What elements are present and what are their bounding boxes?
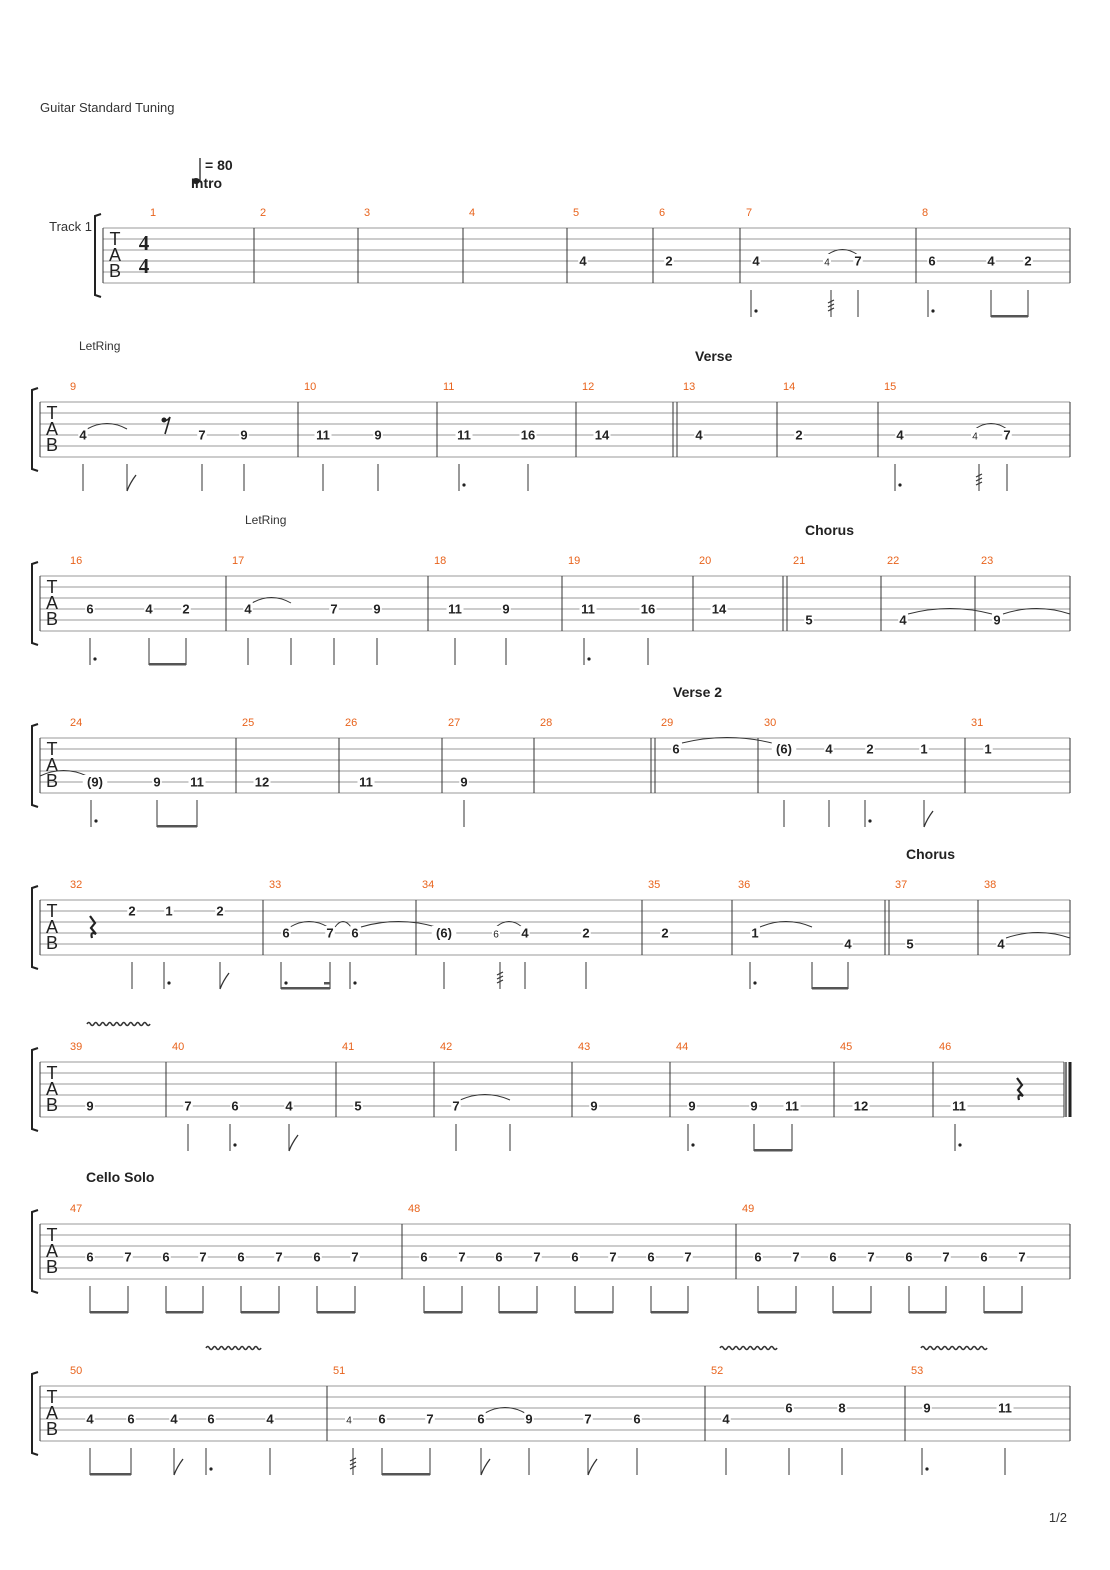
- fret-number: 9: [750, 1098, 758, 1114]
- fret-number: 2: [795, 427, 803, 443]
- fret-number: 9: [502, 601, 510, 617]
- tab-clef-letter: B: [45, 435, 59, 455]
- tab-system: [32, 846, 1070, 990]
- fret-number: 2: [665, 253, 673, 269]
- measure-number: 12: [582, 381, 595, 393]
- measure-number: 20: [699, 555, 712, 567]
- measure-number: 6: [659, 207, 666, 219]
- section-marker: Intro: [191, 175, 223, 191]
- tab-clef-letter: T: [46, 403, 58, 423]
- fret-number: 7: [198, 427, 206, 443]
- fret-number: 7: [124, 1249, 132, 1265]
- tab-system: [32, 684, 1070, 828]
- measure-number: 14: [783, 381, 796, 393]
- beam: [984, 1311, 1022, 1314]
- fret-number: 6: [127, 1411, 135, 1427]
- dot: [925, 1467, 928, 1470]
- fret-number: 2: [661, 925, 669, 941]
- fret-number: 1: [920, 741, 928, 757]
- fret-number: 11: [998, 1400, 1012, 1416]
- measure-number: 17: [232, 555, 245, 567]
- fret-number: 6: [571, 1249, 579, 1265]
- note-flag: [127, 475, 136, 491]
- dot: [93, 657, 96, 660]
- beam: [90, 1473, 131, 1476]
- fret-number: 11: [581, 601, 595, 617]
- measure-number: 32: [70, 879, 83, 891]
- tab-clef-letter: A: [45, 1241, 59, 1261]
- fret-number: 6: [754, 1249, 762, 1265]
- fret-number: 6: [980, 1249, 988, 1265]
- fret-number: 7: [184, 1098, 192, 1114]
- measure-number: 40: [172, 1041, 185, 1053]
- fret-number: 6: [86, 601, 94, 617]
- dot: [94, 819, 97, 822]
- fret-number: 11: [190, 774, 204, 790]
- fret-number: 2: [182, 601, 190, 617]
- tab-clef-letter: T: [109, 229, 121, 249]
- fret-number: 7: [854, 253, 862, 269]
- beam-partial: [324, 982, 330, 985]
- tab-clef-letter: B: [45, 1257, 59, 1277]
- measure-number: 37: [895, 879, 908, 891]
- measure-number: 21: [793, 555, 806, 567]
- page-number: 1/2: [1048, 1510, 1067, 1525]
- measure-number: 9: [70, 381, 77, 393]
- fret-number: 2: [1024, 253, 1032, 269]
- dot: [898, 483, 901, 486]
- measure-number: 46: [939, 1041, 952, 1053]
- fret-number: 4: [824, 257, 830, 269]
- fret-number: 4: [752, 253, 760, 269]
- measure-number: 42: [440, 1041, 453, 1053]
- tab-system: [32, 1023, 1070, 1152]
- fret-number: 9: [373, 601, 381, 617]
- note-flag: [924, 811, 933, 827]
- measure-number: 4: [469, 207, 476, 219]
- tab-clef-letter: T: [46, 1225, 58, 1245]
- section-marker: Chorus: [906, 846, 955, 862]
- dot: [868, 819, 871, 822]
- fret-number: 6: [633, 1411, 641, 1427]
- dot: [931, 309, 934, 312]
- fret-number: 16: [520, 427, 536, 443]
- dot: [587, 657, 590, 660]
- measure-number: 26: [345, 717, 358, 729]
- fret-number: 11: [952, 1098, 966, 1114]
- measure-number: 33: [269, 879, 282, 891]
- fret-number: 7: [1018, 1249, 1026, 1265]
- fret-number: 1: [984, 741, 992, 757]
- fret-number: 6: [785, 1400, 793, 1416]
- dot: [462, 483, 465, 486]
- measure-number: 28: [540, 717, 553, 729]
- fret-number: 7: [199, 1249, 207, 1265]
- fret-number: 6: [420, 1249, 428, 1265]
- system-brace: [32, 724, 38, 807]
- fret-number: 6: [647, 1249, 655, 1265]
- fret-number: 5: [906, 936, 914, 952]
- fret-number: 9: [525, 1411, 533, 1427]
- let-ring-label: LetRing: [245, 513, 287, 527]
- tab-clef-letter: A: [45, 593, 59, 613]
- beam: [754, 1149, 792, 1152]
- measure-number: 31: [971, 717, 984, 729]
- tab-clef-letter: A: [45, 419, 59, 439]
- measure-number: 5: [573, 207, 580, 219]
- beam: [758, 1311, 796, 1314]
- fret-number: 9: [374, 427, 382, 443]
- measure-number: 15: [884, 381, 897, 393]
- track-name: Track 1: [49, 219, 92, 234]
- tab-system: [32, 339, 1070, 491]
- fret-number: 6: [207, 1411, 215, 1427]
- vibrato-mark: [206, 1347, 261, 1350]
- measure-number: 29: [661, 717, 674, 729]
- fret-number: 4: [170, 1411, 178, 1427]
- tab-clef-letter: A: [45, 1079, 59, 1099]
- fret-number: 9: [993, 612, 1001, 628]
- tab-clef-letter: B: [45, 933, 59, 953]
- fret-number: 7: [867, 1249, 875, 1265]
- tab-clef-letter: A: [45, 1403, 59, 1423]
- tab-clef-letter: B: [45, 609, 59, 629]
- beam: [90, 1311, 128, 1314]
- beam: [157, 825, 197, 828]
- fret-number: 6: [237, 1249, 245, 1265]
- fret-number: 16: [640, 601, 656, 617]
- fret-number: 6: [905, 1249, 913, 1265]
- measure-number: 53: [911, 1365, 924, 1377]
- fret-number: 6: [493, 929, 499, 941]
- measure-number: 45: [840, 1041, 853, 1053]
- system-brace: [32, 388, 38, 471]
- fret-number: 4: [899, 612, 907, 628]
- tab-clef-letter: T: [46, 577, 58, 597]
- quarter-rest: [1017, 1078, 1023, 1100]
- fret-number: 6: [351, 925, 359, 941]
- fret-number: 4: [972, 431, 978, 443]
- fret-number: 7: [792, 1249, 800, 1265]
- tab-clef-letter: T: [46, 901, 58, 921]
- dot: [958, 1143, 961, 1146]
- system-brace: [32, 562, 38, 645]
- vibrato-mark: [720, 1347, 777, 1350]
- measure-number: 52: [711, 1365, 724, 1377]
- fret-number: 2: [866, 741, 874, 757]
- beam: [424, 1311, 462, 1314]
- measure-number: 35: [648, 879, 661, 891]
- fret-number: 6: [313, 1249, 321, 1265]
- beam: [149, 663, 186, 666]
- measure-number: 49: [742, 1203, 755, 1215]
- tab-clef-letter: A: [45, 917, 59, 937]
- measure-number: 10: [304, 381, 317, 393]
- measure-number: 36: [738, 879, 751, 891]
- measure-number: 11: [443, 381, 455, 393]
- fret-number: 4: [79, 427, 87, 443]
- fret-number: 9: [688, 1098, 696, 1114]
- fret-number: 9: [923, 1400, 931, 1416]
- fret-number: 5: [354, 1098, 362, 1114]
- fret-number: 6: [231, 1098, 239, 1114]
- measure-number: 30: [764, 717, 777, 729]
- fret-number: 7: [533, 1249, 541, 1265]
- system-brace: [32, 1372, 38, 1455]
- fret-number: 11: [359, 774, 373, 790]
- beam: [909, 1311, 946, 1314]
- fret-number: 9: [86, 1098, 94, 1114]
- measure-number: 48: [408, 1203, 421, 1215]
- fret-number: 12: [853, 1098, 869, 1114]
- measure-number: 47: [70, 1203, 83, 1215]
- measure-number: 18: [434, 555, 447, 567]
- dot: [167, 981, 170, 984]
- system-brace: [32, 1048, 38, 1131]
- fret-number: 4: [521, 925, 529, 941]
- fret-number: 11: [316, 427, 330, 443]
- fret-number: 11: [448, 601, 462, 617]
- fret-number: 6: [378, 1411, 386, 1427]
- fret-number: (6): [776, 741, 792, 757]
- measure-number: 50: [70, 1365, 83, 1377]
- beam: [651, 1311, 688, 1314]
- fret-number: 9: [590, 1098, 598, 1114]
- fret-number: 6: [495, 1249, 503, 1265]
- beam: [166, 1311, 203, 1314]
- beam: [317, 1311, 355, 1314]
- fret-number: 4: [722, 1411, 730, 1427]
- beam: [812, 987, 848, 990]
- dot: [691, 1143, 694, 1146]
- fret-number: 4: [896, 427, 904, 443]
- measure-number: 23: [981, 555, 994, 567]
- dot: [754, 309, 757, 312]
- fret-number: 4: [695, 427, 703, 443]
- fret-number: 4: [285, 1098, 293, 1114]
- measure-number: 51: [333, 1365, 346, 1377]
- fret-number: 4: [844, 936, 852, 952]
- measure-number: 8: [922, 207, 929, 219]
- fret-number: 4: [825, 741, 833, 757]
- tab-system: [32, 1347, 1070, 1476]
- tab-system: [32, 1169, 1070, 1314]
- fret-number: 6: [86, 1249, 94, 1265]
- fret-number: 8: [838, 1400, 846, 1416]
- fret-number: 5: [805, 612, 813, 628]
- fret-number: 4: [266, 1411, 274, 1427]
- measure-number: 44: [676, 1041, 689, 1053]
- fret-number: 4: [579, 253, 587, 269]
- note-flag: [174, 1459, 183, 1475]
- fret-number: 14: [594, 427, 610, 443]
- system-brace: [32, 886, 38, 969]
- measure-number: 16: [70, 555, 83, 567]
- fret-number: 12: [254, 774, 270, 790]
- fret-number: 7: [426, 1411, 434, 1427]
- time-signature-bottom: 4: [138, 254, 150, 278]
- fret-number: 7: [326, 925, 334, 941]
- fret-number: (6): [436, 925, 452, 941]
- measure-number: 41: [342, 1041, 355, 1053]
- note-flag: [220, 973, 229, 989]
- fret-number: 6: [672, 741, 680, 757]
- tab-clef-letter: T: [46, 739, 58, 759]
- note-flag: [481, 1459, 490, 1475]
- fret-number: 4: [86, 1411, 94, 1427]
- fret-number: 7: [458, 1249, 466, 1265]
- fret-number: 11: [457, 427, 471, 443]
- beam: [833, 1311, 871, 1314]
- fret-number: 7: [942, 1249, 950, 1265]
- dot: [284, 981, 287, 984]
- fret-number: 9: [153, 774, 161, 790]
- fret-number: 2: [216, 903, 224, 919]
- tab-clef-letter: B: [108, 261, 122, 281]
- tab-clef-letter: B: [45, 1419, 59, 1439]
- dot: [209, 1467, 212, 1470]
- fret-number: 1: [165, 903, 173, 919]
- fret-number: (9): [87, 774, 103, 790]
- note-flag: [588, 1459, 597, 1475]
- measure-number: 43: [578, 1041, 591, 1053]
- section-marker: Chorus: [805, 522, 854, 538]
- system-brace: [32, 1210, 38, 1293]
- beam: [499, 1311, 537, 1314]
- measure-number: 2: [260, 207, 267, 219]
- tab-clef-letter: T: [46, 1387, 58, 1407]
- fret-number: 11: [785, 1098, 799, 1114]
- beam: [241, 1311, 279, 1314]
- measure-number: 22: [887, 555, 900, 567]
- tempo-marking: = 80: [205, 157, 233, 173]
- fret-number: 7: [584, 1411, 592, 1427]
- fret-number: 4: [987, 253, 995, 269]
- beam: [575, 1311, 613, 1314]
- dot: [753, 981, 756, 984]
- tab-clef-letter: B: [45, 1095, 59, 1115]
- measure-number: 38: [984, 879, 997, 891]
- fret-number: 7: [1003, 427, 1011, 443]
- tab-system: [49, 157, 1070, 318]
- beam: [991, 315, 1028, 318]
- measure-number: 39: [70, 1041, 83, 1053]
- beam: [281, 987, 330, 990]
- fret-number: 4: [145, 601, 153, 617]
- fret-number: 2: [128, 903, 136, 919]
- fret-number: 1: [751, 925, 759, 941]
- dot: [233, 1143, 236, 1146]
- measure-number: 7: [746, 207, 753, 219]
- fret-number: 7: [609, 1249, 617, 1265]
- measure-number: 19: [568, 555, 581, 567]
- tab-clef-letter: B: [45, 771, 59, 791]
- tab-clef-letter: A: [45, 755, 59, 775]
- tab-clef-letter: A: [108, 245, 122, 265]
- section-marker: Verse 2: [673, 684, 723, 700]
- tuning-label: Guitar Standard Tuning: [40, 100, 175, 115]
- fret-number: 4: [997, 936, 1005, 952]
- measure-number: 25: [242, 717, 255, 729]
- fret-number: 6: [162, 1249, 170, 1265]
- dot: [353, 981, 356, 984]
- fret-number: 7: [351, 1249, 359, 1265]
- measure-number: 27: [448, 717, 461, 729]
- tab-clef-letter: T: [46, 1063, 58, 1083]
- section-marker: Verse: [695, 348, 733, 364]
- system-brace: [95, 214, 101, 297]
- fret-number: 4: [346, 1415, 352, 1427]
- fret-number: 4: [244, 601, 252, 617]
- measure-number: 1: [150, 207, 157, 219]
- time-signature-top: 4: [138, 231, 150, 255]
- fret-number: 14: [711, 601, 727, 617]
- section-marker: Cello Solo: [86, 1169, 155, 1185]
- vibrato-mark: [921, 1347, 987, 1350]
- fret-number: 9: [460, 774, 468, 790]
- tab-system: [32, 513, 1070, 666]
- measure-number: 24: [70, 717, 83, 729]
- fret-number: 7: [330, 601, 338, 617]
- fret-number: 6: [477, 1411, 485, 1427]
- vibrato-mark: [87, 1023, 150, 1026]
- fret-number: 6: [282, 925, 290, 941]
- measure-number: 13: [683, 381, 696, 393]
- fret-number: 6: [928, 253, 936, 269]
- fret-number: 7: [452, 1098, 460, 1114]
- fret-number: 9: [240, 427, 248, 443]
- let-ring-label: LetRing: [79, 339, 121, 353]
- measure-number: 3: [364, 207, 371, 219]
- measure-number: 34: [422, 879, 435, 891]
- beam: [382, 1473, 430, 1476]
- note-flag: [289, 1135, 298, 1151]
- fret-number: 7: [684, 1249, 692, 1265]
- fret-number: 7: [275, 1249, 283, 1265]
- fret-number: 2: [582, 925, 590, 941]
- quarter-rest: [90, 916, 96, 938]
- fret-number: 6: [829, 1249, 837, 1265]
